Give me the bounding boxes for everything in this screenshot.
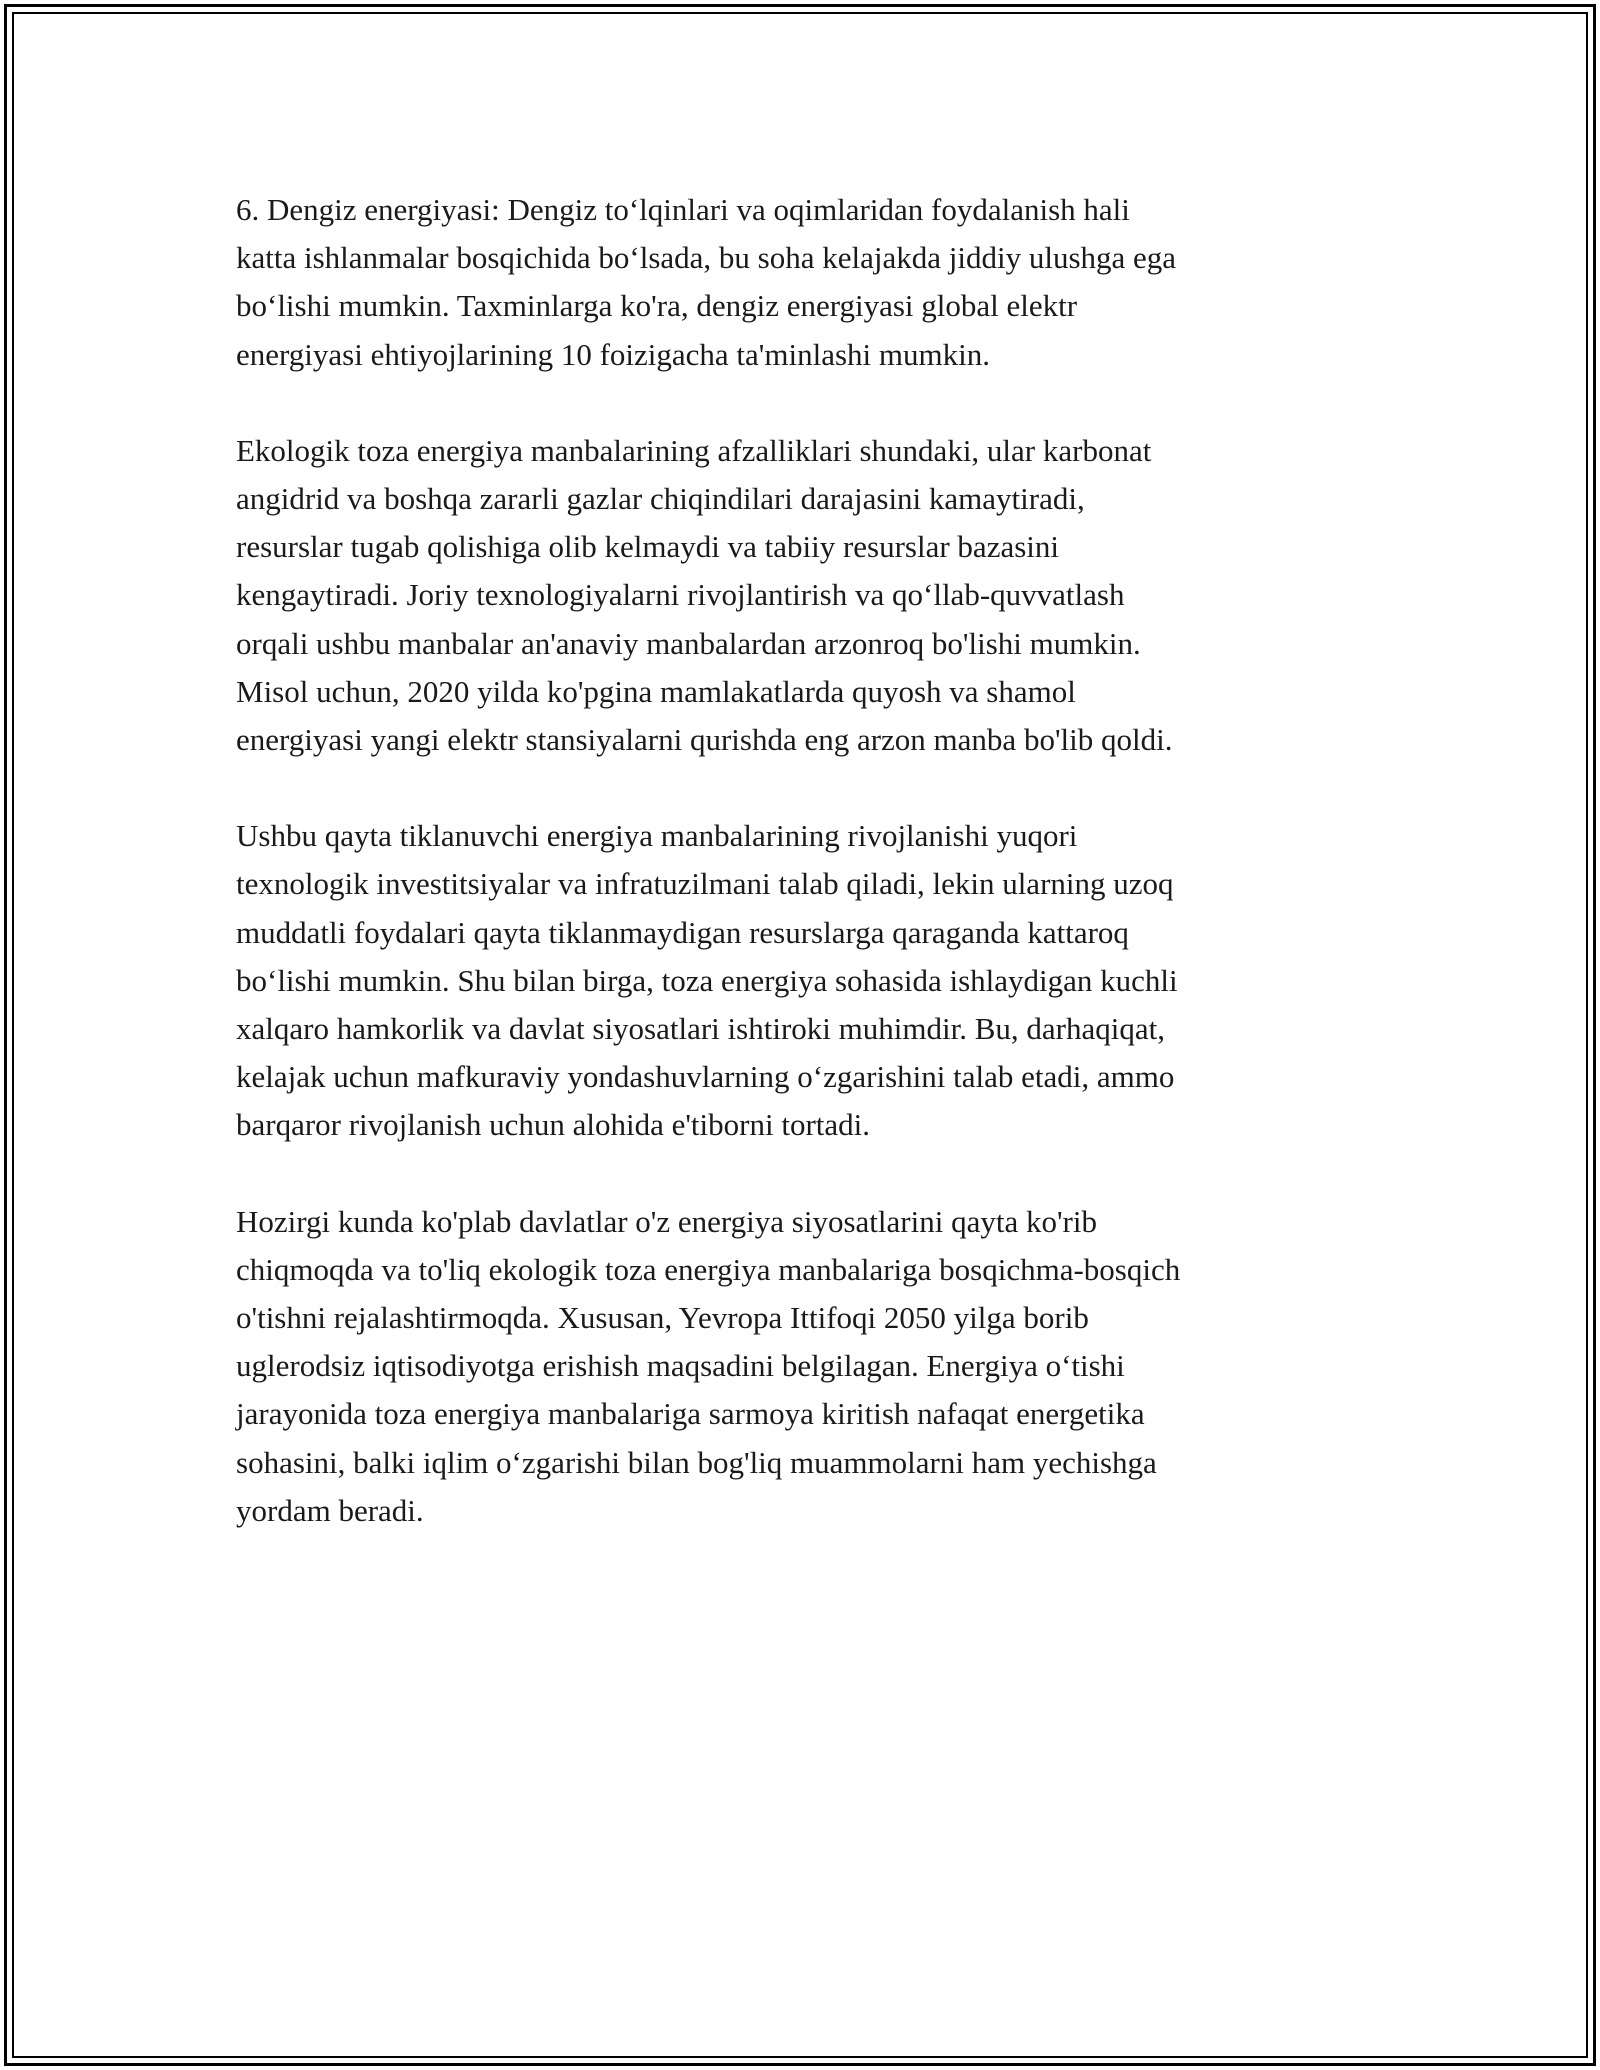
paragraph-renewable-development: Ushbu qayta tiklanuvchi energiya manbalarining rivojlanishi yuqori texnologik investitsiyalar va infratuzilmani talab qiladi, lekin ularning uzoq muddatli foydalari qayta tiklanmaydigan resurslarga qaraganda kattaroq bo‘lishi mumkin. Shu bilan birga, toza energiya sohasida ishlaydigan kuchli xalqaro hamkorlik va davlat siyosatlari ishtiroki muhimdir. Bu, darhaqiqat, kelajak uchun mafkuraviy yondashuvlarning o‘zgarishini talab etadi, ammo barqaror rivojlanish uchun alohida e'tiborni tortadi.	[236, 818, 1178, 1143]
paragraph-marine-energy: 6. Dengiz energiyasi: Dengiz to‘lqinlari va oqimlaridan foydalanish hali katta ishlanmalar bosqichida bo‘lsada, bu soha kelajakda jiddiy ulushga ega bo‘lishi mumkin. Taxminlarga ko'ra, dengiz energiyasi global elektr energiyasi ehtiyojlarining 10 foizigacha ta'minlashi mumkin.	[236, 192, 1177, 372]
paragraph-energy-policies: Hozirgi kunda ko'plab davlatlar o'z energiya siyosatlarini qayta ko'rib chiqmoqda va to'liq ekologik toza energiya manbalariga bosqichma-bosqich o'tishni rejalashtirmoqda. Xususan, Yevropa Ittifoqi 2050 yilga borib uglerodsiz iqtisodiyotga erishish maqsadini belgilagan. Energiya o‘tishi jarayonida toza energiya manbalariga sarmoya kiritish nafaqat energetika sohasini, balki iqlim o‘zgarishi bilan bog'liq muammolarni ham yechishga yordam beradi.	[236, 1203, 1181, 1528]
document-body	[236, 186, 1386, 1583]
paragraph-clean-energy-benefits: Ekologik toza energiya manbalarining afzalliklari shundaki, ular karbonat angidrid va boshqa zararli gazlar chiqindilari darajasini kamaytiradi, resurslar tugab qolishiga olib kelmaydi va tabiiy resurslar bazasini kengaytiradi. Joriy texnologiyalarni rivojlantirish va qo‘llab-quvvatlash orqali ushbu manbalar an'anaviy manbalardan arzonroq bo'lishi mumkin. Misol uchun, 2020 yilda ko'pgina mamlakatlarda quyosh va shamol energiyasi yangi elektr stansiyalarni qurishda eng arzon manba bo'lib qoldi.	[236, 432, 1173, 758]
